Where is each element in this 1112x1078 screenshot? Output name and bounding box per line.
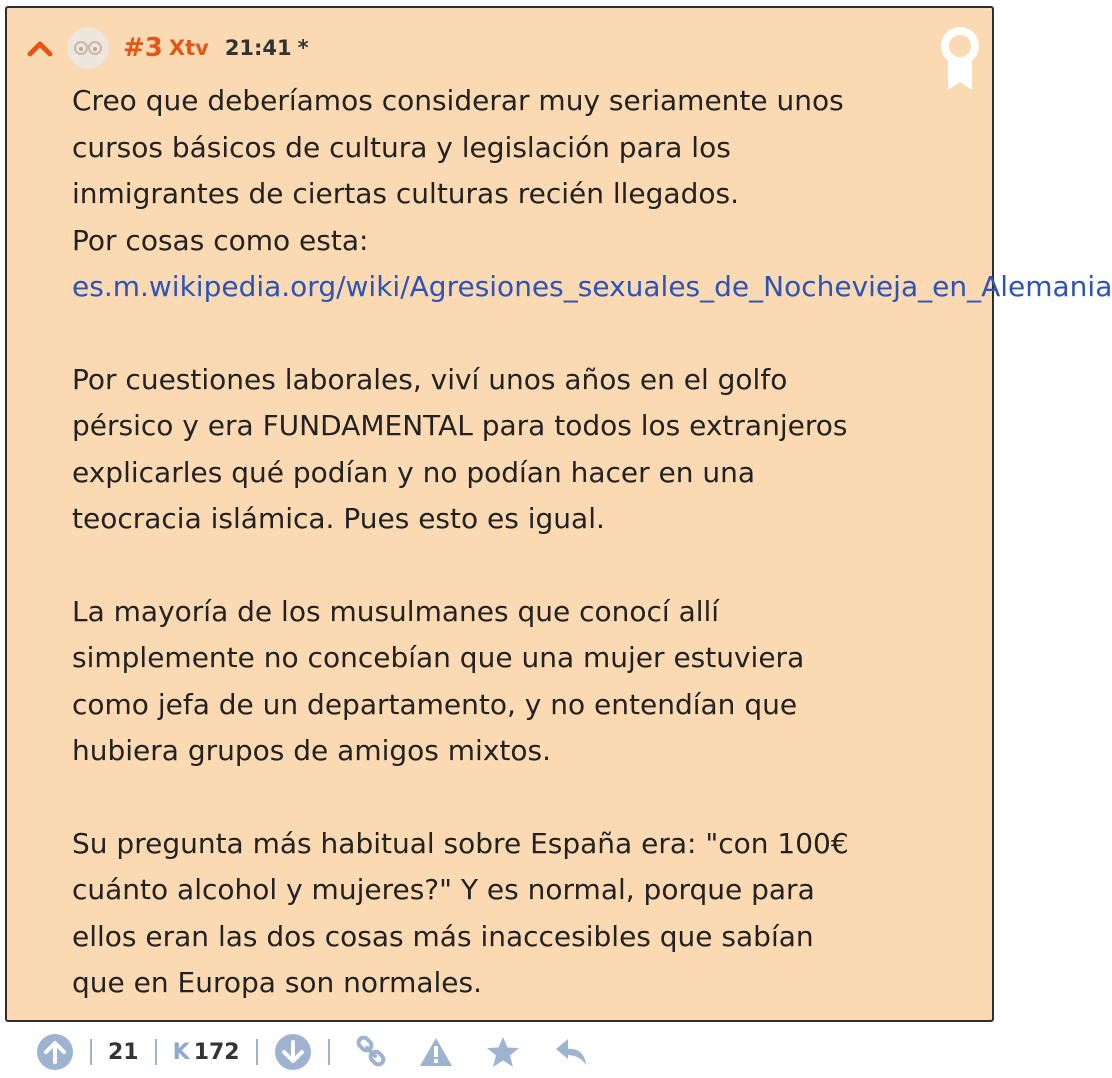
paragraph-4: Su pregunta más habitual sobre España era: "con 100€ cuánto alcohol y mujeres?" Y es normal, porque para ellos eran las dos cosas más inaccesibles que sabían que en Europa son normales. <box>72 826 849 999</box>
comment-header <box>25 28 309 68</box>
wikipedia-link[interactable]: es.m.wikipedia.org/wiki/Agresiones_sexuales_de_Nochevieja_en_Alemania <box>72 270 1112 303</box>
separator <box>155 1039 157 1065</box>
paragraph-1: Creo que deberíamos considerar muy seriamente unos cursos básicos de cultura y legislación para los inmigrantes de ciertas culturas recién llegados. Por cosas como esta: es.m.wikipedia.org/wiki/Agresiones_sexuales_de_Nochevieja_en_Alemania <box>72 84 1112 303</box>
edited-mark: * <box>297 36 309 60</box>
comment-body <box>72 78 1112 1007</box>
comment-card <box>5 6 1112 1022</box>
star-icon[interactable] <box>486 1036 520 1068</box>
paragraph-3: La mayoría de los musulmanes que conocí allí simplemente no concebían que una mujer estuviera como jefa de un departamento, y no entendían que hubiera grupos de amigos mixtos. <box>72 594 805 767</box>
username[interactable]: Xtv <box>168 36 209 60</box>
separator <box>256 1039 258 1065</box>
karma-label: K <box>172 1039 190 1065</box>
vote-down-icon[interactable] <box>274 1033 312 1071</box>
separator <box>328 1039 330 1065</box>
avatar[interactable] <box>67 27 109 69</box>
vote-count: 21 <box>108 1039 139 1065</box>
chevron-up-icon[interactable] <box>25 33 55 63</box>
report-icon[interactable] <box>418 1036 454 1068</box>
link-icon[interactable] <box>354 1035 388 1069</box>
vote-up-icon[interactable] <box>36 1033 74 1071</box>
separator <box>90 1039 92 1065</box>
comment-toolbar <box>36 1032 590 1072</box>
reply-icon[interactable] <box>554 1037 590 1067</box>
timestamp: 21:41 <box>224 36 292 60</box>
paragraph-2: Por cuestiones laborales, viví unos años en el golfo pérsico y era FUNDAMENTAL para todos los extranjeros explicarles qué podían y no podían hacer en una teocracia islámica. Pues esto es igual. <box>72 362 848 535</box>
karma-value: 172 <box>193 1039 240 1065</box>
comment-number[interactable]: #3 <box>123 33 163 63</box>
